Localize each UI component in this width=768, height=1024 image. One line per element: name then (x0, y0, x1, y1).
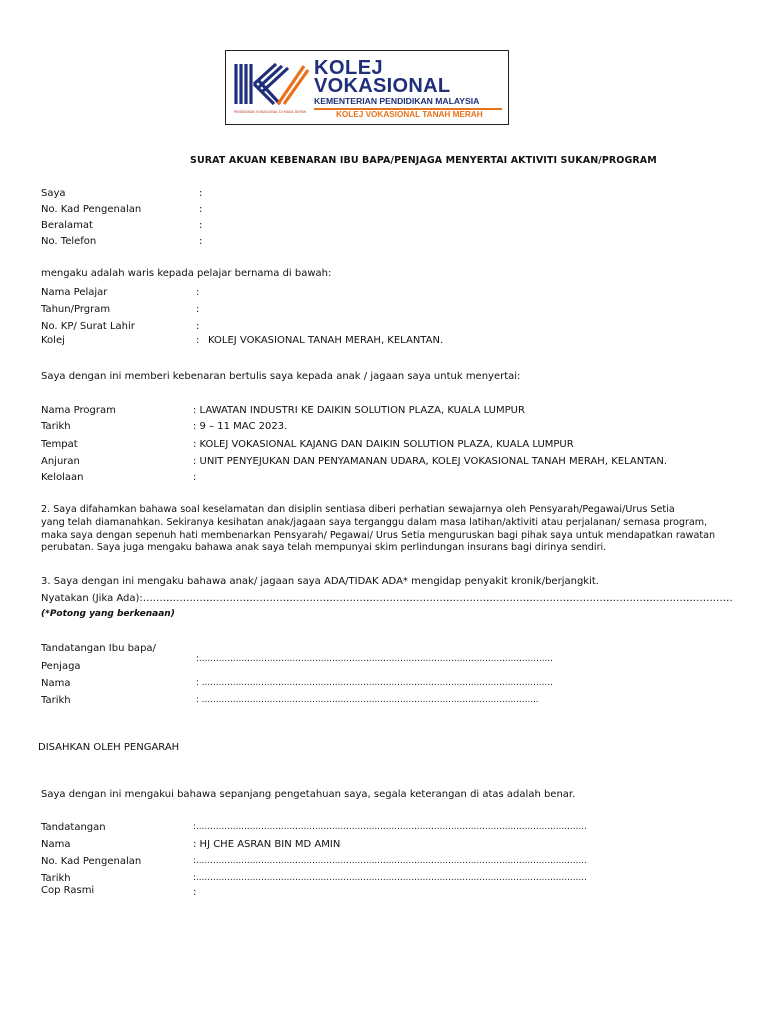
label-cop-rasmi: Cop Rasmi (41, 885, 95, 896)
value-kolej: KOLEJ VOKASIONAL TANAH MERAH, KELANTAN. (208, 335, 444, 346)
value-tempat: : KOLEJ VOKASIONAL KAJANG DAN DAIKIN SOLUTION PLAZA, KUALA LUMPUR (193, 439, 574, 450)
tarikh-penjaga-line: : ……………………………………………………………………………………………………….. (196, 695, 539, 705)
label-tarikh-program: Tarikh (41, 421, 71, 432)
label-kelolaan: Kelolaan (41, 472, 84, 483)
label-tarikh-penjaga: Tarikh (41, 695, 71, 706)
paragraph-2-line: maka saya dengan sepenuh hati membenarkan Pensyarah/ Pegawai/ Urus Setia menguruskan bagi pihak saya untuk mendapatkan rawatan (41, 529, 716, 541)
potong-note: (*Potong yang berkenaan) (41, 609, 175, 619)
label-tempat: Tempat (41, 439, 78, 450)
label-kp-surat-lahir: No. KP/ Surat Lahir (41, 321, 135, 332)
value-anjuran: : UNIT PENYEJUKAN DAN PENYAMANAN UDARA, KOLEJ VOKASIONAL TANAH MERAH, KELANTAN. (193, 456, 668, 467)
label-tandatangan-pengarah: Tandatangan (41, 822, 106, 833)
colon: : (196, 335, 200, 346)
label-saya: Saya (41, 188, 66, 199)
label-kolej: Kolej (41, 335, 65, 346)
colon: : (199, 204, 203, 215)
colon: : (196, 321, 200, 332)
tandatangan-pengarah-line: :………………………………………………………………………………………………………………………… (193, 822, 587, 832)
label-kp-pengarah: No. Kad Pengenalan (41, 856, 142, 867)
colon: : (196, 304, 200, 315)
intro-text: mengaku adalah waris kepada pelajar bernama di bawah: (41, 268, 332, 279)
label-tarikh-pengarah: Tarikh (41, 873, 71, 884)
label-kad-pengenalan: No. Kad Pengenalan (41, 204, 142, 215)
label-tandatangan-ibubapa: Tandatangan Ibu bapa/ (41, 643, 156, 654)
value-nama-pengarah: : HJ CHE ASRAN BIN MD AMIN (193, 839, 341, 850)
nyatakan-line: Nyatakan (Jika Ada):…………………………………………………………………………………………………………………………………………………………… (41, 593, 733, 604)
permission-text: Saya dengan ini memberi kebenaran bertulis saya kepada anak / jagaan saya untuk menyertai: (41, 371, 521, 382)
logo-tagline: PENDIDIKAN VOKASIONAL DI MASA DEPAN (234, 110, 307, 114)
paragraph-2-line: 2. Saya difahamkan bahawa soal keselamatan dan disiplin sentiasa diberi perhatian sewajarnya oleh Pensyarah/Pegawai/Urus Setia (41, 504, 675, 515)
colon: : (196, 287, 200, 298)
logo-line-ministry: KEMENTERIAN PENDIDIKAN MALAYSIA (314, 96, 480, 106)
value-kelolaan: : (193, 472, 197, 483)
logo-line-campus: KOLEJ VOKASIONAL TANAH MERAH (336, 110, 483, 119)
colon: : (199, 220, 203, 231)
kv-emblem-icon (232, 58, 312, 118)
colon: : (199, 188, 203, 199)
tarikh-pengarah-line: :………………………………………………………………………………………………………………………… (193, 873, 587, 883)
label-tahun-program: Tahun/Prgram (41, 304, 111, 315)
kp-pengarah-line: :………………………………………………………………………………………………………………………… (193, 856, 587, 866)
label-telefon: No. Telefon (41, 236, 97, 247)
paragraph-2-line: yang telah diamanahkan. Sekiranya kesihatan anak/jagaan saya terganggu dalam masa latihan/aktiviti atau perjalanan/ semasa program, (41, 516, 708, 528)
label-penjaga: Penjaga (41, 661, 81, 672)
label-anjuran: Anjuran (41, 456, 80, 467)
value-tarikh-program: : 9 – 11 MAC 2023. (193, 421, 288, 432)
director-statement: Saya dengan ini mengakui bahawa sepanjang pengetahuan saya, segala keterangan di atas adalah benar. (41, 789, 576, 800)
label-beralamat: Beralamat (41, 220, 93, 231)
label-nama-program: Nama Program (41, 405, 116, 416)
college-logo (225, 50, 509, 125)
value-cop-rasmi: : (193, 887, 197, 898)
label-nama-pelajar: Nama Pelajar (41, 287, 108, 298)
label-nama-pengarah: Nama (41, 839, 71, 850)
document-title: SURAT AKUAN KEBENARAN IBU BAPA/PENJAGA MENYERTAI AKTIVITI SUKAN/PROGRAM (190, 155, 657, 166)
logo-line-kolej: KOLEJ (314, 57, 384, 79)
tandatangan-ibubapa-line: :…………………………………………………………………………………………………………….. (196, 654, 553, 664)
paragraph-3: 3. Saya dengan ini mengaku bahawa anak/ jagaan saya ADA/TIDAK ADA* mengidap penyakit kronik/berjangkit. (41, 576, 599, 587)
paragraph-2 (41, 504, 721, 555)
label-nama-penjaga: Nama (41, 678, 71, 689)
director-heading: DISAHKAN OLEH PENGARAH (38, 742, 180, 753)
colon: : (199, 236, 203, 247)
paragraph-2-line: perubatan. Saya juga mengaku bahawa anak saya telah mempunyai skim perlindungan insurans bagi dirinya sendiri. (41, 542, 607, 554)
value-nama-program: : LAWATAN INDUSTRI KE DAIKIN SOLUTION PLAZA, KUALA LUMPUR (193, 405, 525, 416)
logo-line-vokasional: VOKASIONAL (314, 75, 451, 97)
nama-penjaga-line: : ……………………………………………………………………………………………………………. (196, 678, 553, 688)
